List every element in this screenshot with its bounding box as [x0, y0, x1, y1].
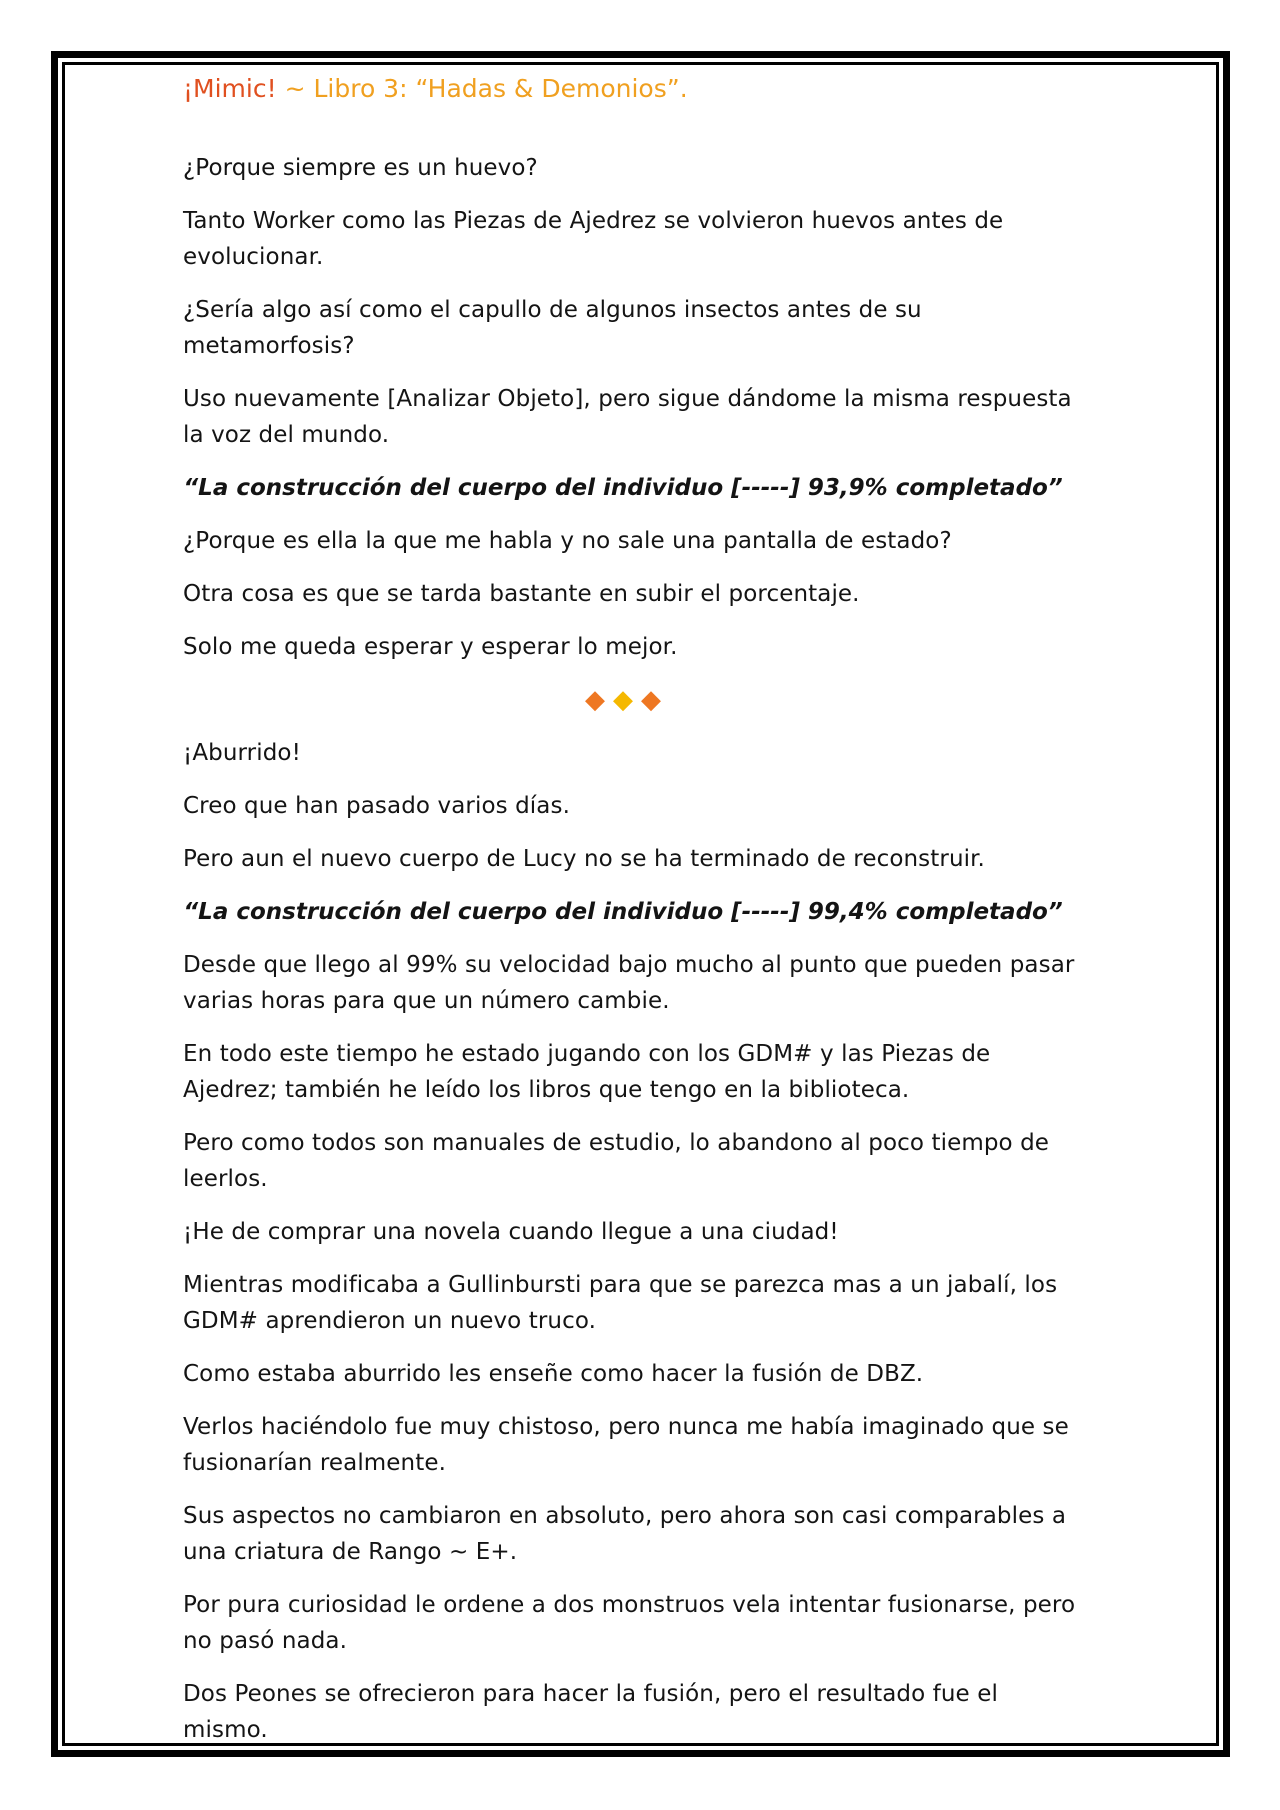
paragraph: Uso nuevamente [Analizar Objeto], pero sigue dándome la misma respuesta la voz del mundo. [183, 386, 1072, 448]
header-title-part1: Mimic! [193, 74, 277, 103]
paragraph: Tanto Worker como las Piezas de Ajedrez se volvieron huevos antes de evolucionar. [183, 208, 1004, 270]
paragraph: Otra cosa es que se tarda bastante en subir el porcentaje. [183, 581, 860, 607]
paragraph: Mientras modificaba a Gullinbursti para que se parezca mas a un jabalí, los GDM# aprendieron un nuevo truco. [183, 1272, 1058, 1334]
paragraph: Por pura curiosidad le ordene a dos monstruos vela intentar fusionarse, pero no pasó nada. [183, 1592, 1076, 1654]
paragraph: Solo me queda esperar y esperar lo mejor. [183, 634, 678, 660]
paragraph: En todo este tiempo he estado jugando con los GDM# y las Piezas de Ajedrez; también he leído los libros que tengo en la biblioteca. [183, 1041, 991, 1103]
header-excl: ¡ [183, 74, 194, 103]
paragraph: Pero como todos son manuales de estudio, lo abandono al poco tiempo de leerlos. [183, 1130, 1050, 1192]
system-quote: “La construcción del cuerpo del individuo [-----] 93,9% completado” [183, 475, 1063, 501]
diamond-icon: ◆ [585, 685, 605, 715]
page-header [183, 74, 688, 103]
section-divider [183, 682, 1063, 718]
paragraph: ¿Porque siempre es un huevo? [183, 155, 538, 181]
document-body [183, 150, 1083, 1765]
paragraph: Sus aspectos no cambiaron en absoluto, pero ahora son casi comparables a una criatura de Rango ~ E+. [183, 1503, 1067, 1565]
paragraph: ¿Sería algo así como el capullo de algunos insectos antes de su metamorfosis? [183, 297, 922, 359]
paragraph: Verlos haciéndolo fue muy chistoso, pero nunca me había imaginado que se fusionarían realmente. [183, 1414, 1069, 1476]
paragraph: Desde que llego al 99% su velocidad bajo mucho al punto que pueden pasar varias horas para que un número cambie. [183, 952, 1075, 1014]
paragraph: Dos Peones se ofrecieron para hacer la fusión, pero el resultado fue el mismo. [183, 1681, 998, 1743]
paragraph: ¡Aburrido! [183, 740, 301, 766]
header-title-part2: Libro 3: “Hadas & Demonios”. [313, 74, 688, 103]
paragraph: Creo que han pasado varios días. [183, 793, 570, 819]
diamond-icon: ◆ [613, 685, 633, 715]
system-quote: “La construcción del cuerpo del individuo [-----] 99,4% completado” [183, 899, 1063, 925]
header-separator: ~ [276, 74, 314, 103]
paragraph: ¿Porque es ella la que me habla y no sale una pantalla de estado? [183, 528, 952, 554]
paragraph: ¡He de comprar una novela cuando llegue a una ciudad! [183, 1219, 839, 1245]
paragraph: Como estaba aburrido les enseñe como hacer la fusión de DBZ. [183, 1361, 924, 1387]
diamond-icon: ◆ [641, 685, 661, 715]
paragraph: Pero aun el nuevo cuerpo de Lucy no se ha terminado de reconstruir. [183, 846, 985, 872]
